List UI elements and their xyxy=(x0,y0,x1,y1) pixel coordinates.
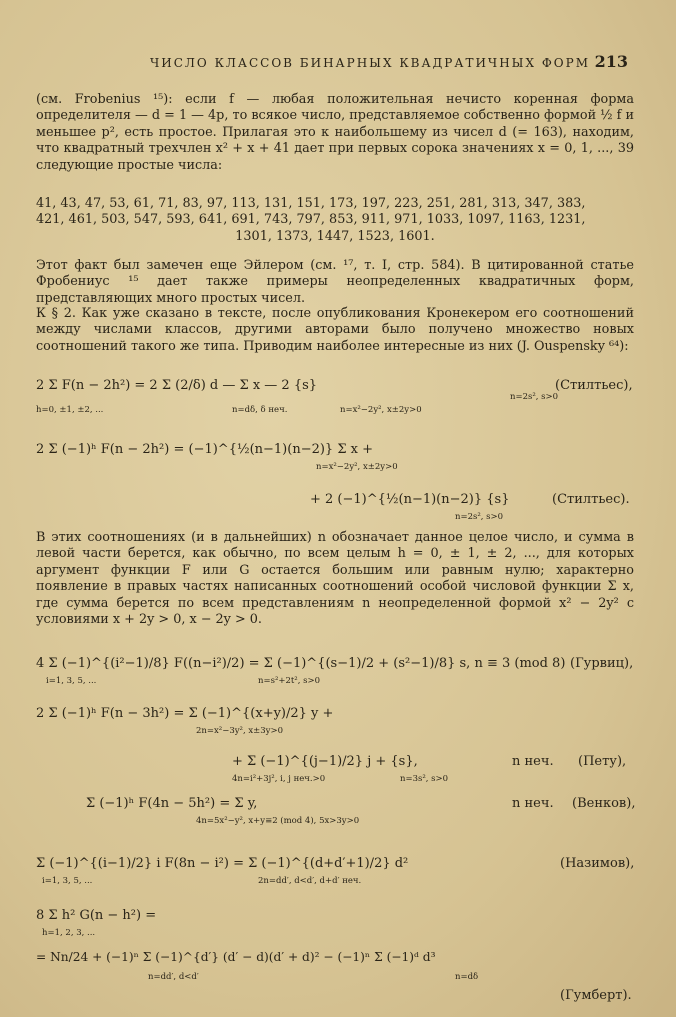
formula-subscript: 2n=dd′, d<d′, d+d′ неч. xyxy=(258,876,362,886)
formula-hurwitz: 4 Σ (−1)^{(i²−1)/8} F((n−i²)/2) = Σ (−1)^{(s−1)/2 + (s²−1)/8} s, n ≡ 3 (mod 8) xyxy=(36,656,566,671)
formula-subscript: n=2s², s>0 xyxy=(455,512,504,522)
author-attribution: (Стилтьес). xyxy=(552,492,630,507)
formula-subscript: 4n=5x²−y², x+y≡2 (mod 4), 5x>3y>0 xyxy=(196,816,360,826)
formula-subscript: n=dδ, δ неч. xyxy=(232,405,288,415)
prime-list xyxy=(36,196,634,245)
condition-text: n неч. xyxy=(512,754,554,769)
formula-subscript: n=2s², s>0 xyxy=(510,392,559,402)
formula-petu-b: + Σ (−1)^{(j−1)/2} j + {s}, xyxy=(232,754,418,769)
formula-subscript: n=3s², s>0 xyxy=(400,774,449,784)
formula-humbert-b: = Nn/24 + (−1)ⁿ Σ (−1)^{d′} (d′ − d)(d′ + d)² − (−1)ⁿ Σ (−1)ᵈ d³ xyxy=(36,950,436,964)
running-header xyxy=(150,52,628,71)
formula-subscript: n=dδ xyxy=(455,972,479,982)
author-attribution: (Назимов), xyxy=(560,856,635,871)
formula-subscript: n=s²+2t², s>0 xyxy=(258,676,321,686)
formula-subscript: 2n=x²−3y², x±3y>0 xyxy=(196,726,284,736)
condition-text: n неч. xyxy=(512,796,554,811)
page-number: 213 xyxy=(594,52,628,71)
author-attribution: (Венков), xyxy=(572,796,636,811)
prime-line-3: 1301, 1373, 1447, 1523, 1601. xyxy=(235,228,435,244)
formula-subscript: 4n=i²+3j², i, j неч.>0 xyxy=(232,774,326,784)
formula-subscript: i=1, 3, 5, ... xyxy=(46,676,97,686)
section-paragraph: К § 2. Как уже сказано в тексте, после опубликования Кронекером его соотношений между числами классов, другими авторами было получено множество новых соотношений такого же типа. Приводим наиболее интересные из них (J. Ouspensky ⁶⁴): xyxy=(36,306,634,354)
formula-subscript: h=1, 2, 3, ... xyxy=(42,928,96,938)
formula-venkov: Σ (−1)ʰ F(4n − 5h²) = Σ y, xyxy=(86,796,258,811)
formula-subscript: n=x²−2y², x±2y>0 xyxy=(340,405,422,415)
formula-stieltjes-2b: + 2 (−1)^{½(n−1)(n−2)} {s} xyxy=(310,492,510,507)
prime-line-2: 421, 461, 503, 547, 593, 641, 691, 743, 797, 853, 911, 971, 1033, 1097, 1163, 1231, xyxy=(36,212,586,228)
formula-nazimov: Σ (−1)^{(i−1)/2} i F(8n − i²) = Σ (−1)^{(d+d′+1)/2} d² xyxy=(36,856,409,871)
formula-stieltjes-2: 2 Σ (−1)ʰ F(n − 2h²) = (−1)^{½(n−1)(n−2)} Σ x + xyxy=(36,442,374,457)
euler-paragraph: Этот факт был замечен еще Эйлером (см. ¹⁷, т. I, стр. 584). В цитированной статье Фробениус ¹⁵ дает также примеры неопределенных квадратичных форм, представляющих много простых чисел. xyxy=(36,258,634,306)
intro-paragraph: (см. Frobenius ¹⁵): если f — любая положительная нечисто коренная форма определителя — d = 1 — 4p, то всякое число, представляемое собственно формой ½ f и меньшее p², есть простое. Прилагая это к наибольшему из чисел d (= 163), находим, что квадратный трехчлен x² + x + 41 дает при первых сорока значениях x = 0, 1, ..., 39 следующие простые числа: xyxy=(36,92,634,173)
author-attribution: (Стилтьес), xyxy=(555,378,633,393)
formula-subscript: n=dd′, d<d′ xyxy=(148,972,199,982)
formula-stieltjes-1: 2 Σ F(n − 2h²) = 2 Σ (2/δ) d — Σ x — 2 {s} xyxy=(36,378,318,393)
formula-subscript: h=0, ±1, ±2, ... xyxy=(36,405,104,415)
author-attribution: (Пету), xyxy=(578,754,627,769)
formula-humbert: 8 Σ h² G(n − h²) = xyxy=(36,908,157,923)
formula-petu: 2 Σ (−1)ʰ F(n − 3h²) = Σ (−1)^{(x+y)/2} y + xyxy=(36,706,334,721)
formula-subscript: i=1, 3, 5, ... xyxy=(42,876,93,886)
author-attribution: (Гумберт). xyxy=(560,988,632,1003)
author-attribution: (Гурвиц), xyxy=(570,656,634,671)
formula-subscript: n=x²−2y², x±2y>0 xyxy=(316,462,398,472)
notation-paragraph: В этих соотношениях (и в дальнейших) n обозначает данное целое число, и сумма в левой части берется, как обычно, по всем целым h = 0, ± 1, ± 2, ..., для которых аргумент функции F или G остается большим или равным нулю; характерно появление в правых частях написанных соотношений особой числовой функции Σ x, где сумма берется по всем представлениям n неопределенной формой x² − 2y² с условиями x + 2y > 0, x − 2y > 0. xyxy=(36,530,634,628)
running-title: ЧИСЛО КЛАССОВ БИНАРНЫХ КВАДРАТИЧНЫХ ФОРМ xyxy=(150,56,590,70)
prime-line-1: 41, 43, 47, 53, 61, 71, 83, 97, 113, 131, 151, 173, 197, 223, 251, 281, 313, 347, 383, xyxy=(36,196,586,211)
